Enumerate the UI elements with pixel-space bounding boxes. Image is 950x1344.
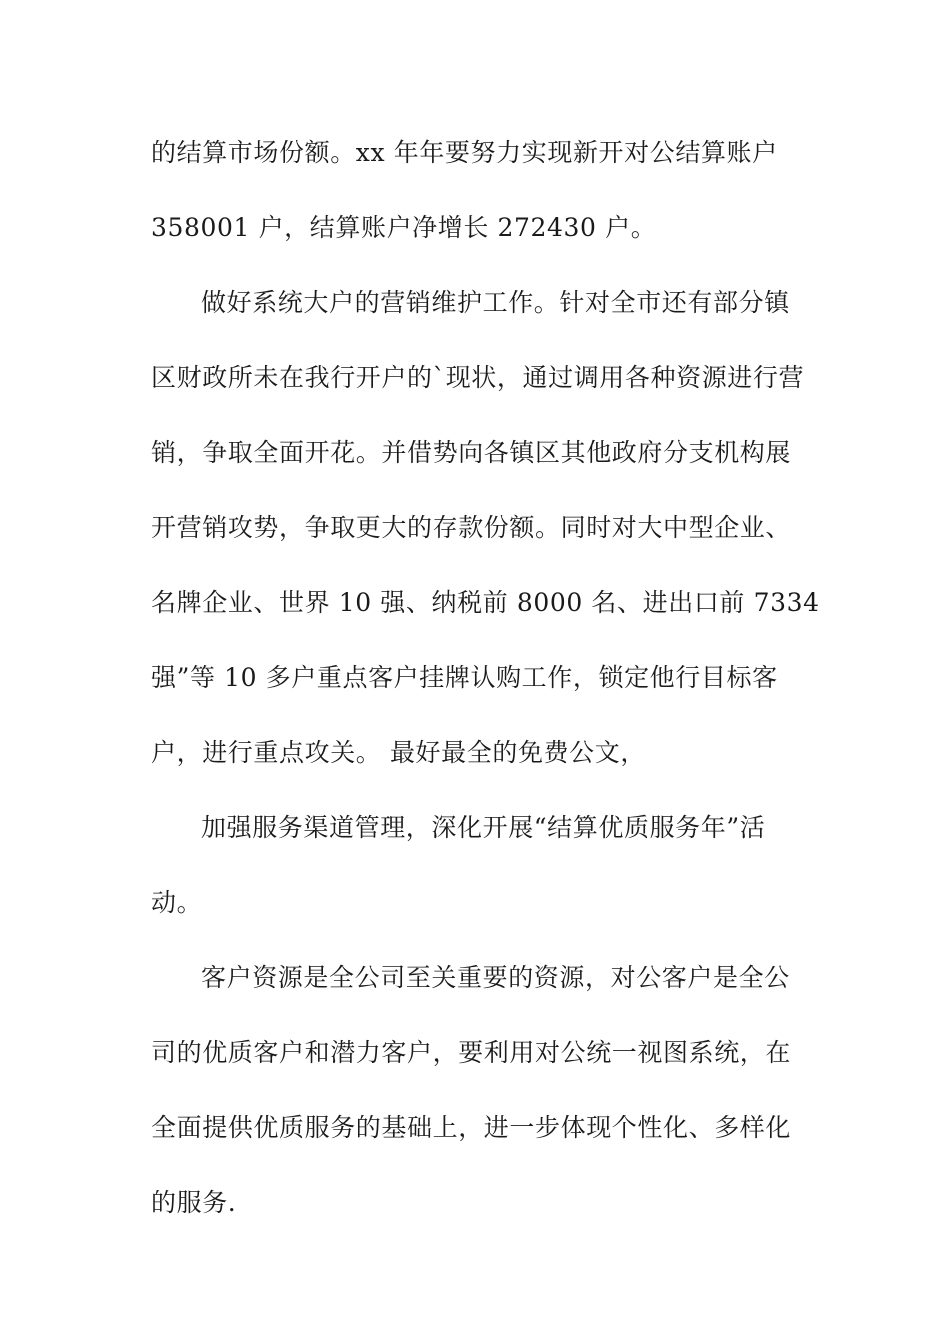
document-body — [151, 128, 820, 1253]
text-line-2: 358001 户，结算账户净增长 272430 户。 — [151, 213, 657, 242]
text-line-7: 名牌企业、世界 10 强、纳税前 8000 名、进出口前 7334 — [151, 588, 820, 617]
text-line-6: 开营销攻势，争取更大的存款份额。同时对大中型企业、 — [151, 513, 792, 542]
paragraph-start-line-12: 客户资源是全公司至关重要的资源，对公客户是全公 — [201, 963, 790, 992]
paragraph-start-line-3: 做好系统大户的营销维护工作。针对全市还有部分镇 — [201, 288, 790, 317]
text-line-9: 户，进行重点攻关。 最好最全的免费公文， — [151, 738, 646, 767]
text-line-4: 区财政所未在我行开户的`现状，通过调用各种资源进行营 — [151, 363, 805, 392]
text-line-8: 强”等 10 多户重点客户挂牌认购工作，锁定他行目标客 — [151, 663, 778, 692]
text-line-14: 全面提供优质服务的基础上，进一步体现个性化、多样化 — [151, 1113, 792, 1142]
text-line-15: 的服务. — [151, 1188, 237, 1217]
text-line-11: 动。 — [151, 888, 203, 917]
text-line-5: 销，争取全面开花。并借势向各镇区其他政府分支机构展 — [151, 438, 792, 467]
text-line-1: 的结算市场份额。xx 年年要努力实现新开对公结算账户 — [151, 138, 778, 167]
text-line-13: 司的优质客户和潜力客户，要利用对公统一视图系统，在 — [151, 1038, 792, 1067]
paragraph-start-line-10: 加强服务渠道管理，深化开展“结算优质服务年”活 — [201, 813, 766, 842]
